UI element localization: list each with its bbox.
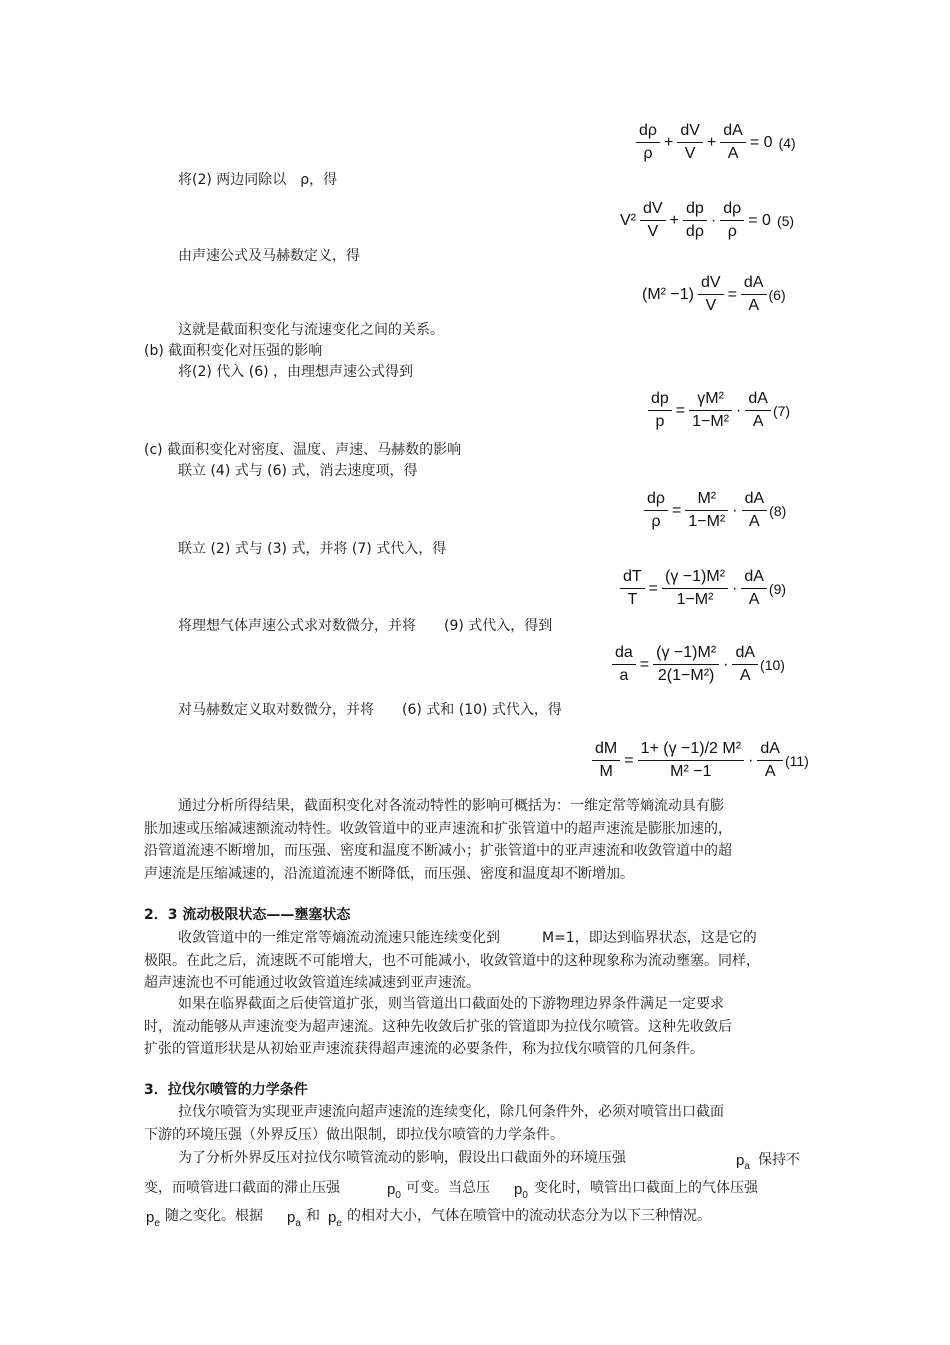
eq8-term3-num: dA (742, 488, 768, 511)
eq7-label: (7) (772, 402, 791, 419)
eq4-rhs: = 0 (749, 133, 773, 151)
paragraph-summary: 通过分析所得结果，截面积变化对各流动特性的影响可概括为：一维定常等熵流动具有膨胀加速或压缩减速额流动特性。收敛管道中的亚声速流和扩张管道中的超声速流是膨胀加速的，沿管道流速不断增加，而压强、密度和温度不断减小；扩张管道中的亚声速流和收敛管道中的超声速流是压缩减速的，沿流道流速不断降低，而压强、密度和温度却不断增加。 (144, 798, 732, 882)
equation-8: $\frac{d\rho}{\rho}$ = $\frac{\text{M²}}{\text{1−M²}}$ · $\frac{dA}{A}$ (8) (644, 488, 786, 533)
eq4-term3-den: A (727, 145, 739, 162)
text-line-6: (c) 截面积变化对密度、温度、声速、马赫数的影响 (144, 442, 462, 458)
eq6-term1-num: dV (698, 272, 724, 295)
text-line-9: 将理想气体声速公式求对数微分，并将 (9) 式代入，得到 (178, 618, 553, 634)
eq5-rhs: = 0 (748, 211, 771, 229)
eq11-term1-den: M (599, 763, 613, 780)
eq11-term1-num: dM (592, 738, 620, 761)
paragraph-backpressure-line1 (178, 1148, 626, 1169)
symbol-pe: $p_e$ (146, 1209, 160, 1229)
bp-text-c: 变，而喷管进口截面的滞止压强 (144, 1180, 340, 1196)
eq6-prefix: (M² −1) (642, 285, 694, 303)
eq11-term3-num: dA (757, 738, 783, 761)
eq4-term2-den: V (684, 145, 696, 162)
paragraph-laval-mechanics: 拉伐尔喷管为实现亚声速流向超声速流的连续变化，除几何条件外，必须对喷管出口截面下游的环境压强（外界反压）做出限制，即拉伐尔喷管的力学条件。 (144, 1104, 724, 1143)
eq11-label: (11) (784, 752, 809, 769)
paragraph-laval-geometry: 如果在临界截面之后使管道扩张，则当管道出口截面处的下游物理边界条件满足一定要求时，流动能够从声速流变为超声速流。这种先收敛后扩张的管道即为拉伐尔喷管。这种先收敛后扩张的管道形状是从初始亚声速流获得超声速流的必要条件，称为拉伐尔喷管的几何条件。 (144, 996, 732, 1057)
section-heading-3: 3．拉伐尔喷管的力学条件 (144, 1082, 308, 1098)
eq9-term1-num: dT (620, 566, 645, 589)
eq9-term1-den: T (627, 591, 638, 608)
eq6-label: (6) (768, 286, 786, 303)
eq7-term3-den: A (752, 413, 764, 430)
eq4-term3-num: dA (720, 120, 746, 143)
eq8-term2-den: 1−M² (688, 513, 726, 530)
eq8-term1-num: dρ (644, 488, 668, 511)
bp-text-e: 变化时，喷管出口截面上的气体压强 (534, 1180, 758, 1196)
eq10-term1-num: da (612, 642, 636, 665)
symbol-pe-2: $p_e$ (328, 1209, 342, 1229)
eq9-label: (9) (768, 580, 787, 597)
eq7-term2-den: 1−M² (692, 413, 730, 430)
bp-text-g: 和 (306, 1208, 320, 1224)
eq10-term2-num: (γ −1)M² (653, 642, 719, 665)
paragraph-choking: 收敛管道中的一维定常等熵流动流速只能连续变化到 M=1，即达到临界状态，这是它的极限。在此之后，流速既不可能增大，也不可能减小，收敛管道中的这种现象称为流动壅塞。同样，超声速流也不可能通过收敛管道连续减速到亚声速流。 (144, 930, 760, 991)
eq5-term2-den: dρ (685, 223, 704, 240)
text-line-10: 对马赫数定义取对数微分，并将 (6) 式和 (10) 式代入，得 (178, 702, 562, 718)
eq6-term1-den: V (705, 297, 717, 314)
equation-6: (M² −1) $\frac{dV}{V}$ = $\frac{dA}{A}$ (6) (638, 272, 786, 317)
eq11-term2-den: M² −1 (670, 763, 712, 780)
symbol-pa: $p_a$ (736, 1152, 750, 1172)
eq7-term1-num: dp (648, 388, 672, 411)
eq7-term2-num: γM² (689, 388, 732, 411)
text-line-5: 将(2) 代入 (6) ，由理想声速公式得到 (178, 364, 414, 380)
bp-text-b: 保持不 (758, 1152, 800, 1168)
eq10-label: (10) (760, 656, 785, 673)
text-line-2: 由声速公式及马赫数定义，得 (178, 248, 360, 264)
eq8-term1-den: ρ (651, 513, 661, 530)
eq4-label: (4) (778, 134, 796, 151)
eq8-term2-num: M² (685, 488, 728, 511)
text-line-1: 将(2) 两边同除以 ρ，得 (178, 172, 338, 188)
eq11-term2-num: 1+ (γ −1)/2 M² (638, 738, 744, 761)
eq6-term2-den: A (748, 297, 760, 314)
eq5-term2-num: dp (683, 198, 707, 221)
eq5-term1-den: V (647, 223, 659, 240)
eq9-term2-den: 1−M² (676, 591, 714, 608)
text-line-3: 这就是截面积变化与流速变化之间的关系。 (178, 322, 444, 338)
eq4-term1-den: ρ (643, 145, 653, 162)
symbol-p0-2: $p_0$ (514, 1181, 528, 1201)
equation-9: $\frac{dT}{T}$ = $\frac{\text{(γ −1)M²}}{\text{1−M²}}$ · $\frac{dA}{A}$ (9) (620, 566, 786, 611)
symbol-p0: $p_0$ (387, 1181, 401, 1201)
section-heading-2-3: 2．3 流动极限状态——壅塞状态 (144, 907, 351, 923)
bp-text-d: 可变。当总压 (406, 1180, 490, 1196)
eq8-label: (8) (769, 502, 787, 519)
eq11-term3-den: A (764, 763, 776, 780)
eq5-term3-den: ρ (727, 223, 737, 240)
text-line-7: 联立 (4) 式与 (6) 式，消去速度项，得 (178, 463, 418, 479)
bp-text-a: 为了分析外界反压对拉伐尔喷管流动的影响，假设出口截面外的环境压强 (178, 1150, 626, 1166)
equation-5: V² $\frac{dV}{V}$ + $\frac{dp}{d\rho}$ · $\frac{d\rho}{\rho}$ = 0 (5) (616, 198, 794, 243)
eq5-term1-num: dV (640, 198, 666, 221)
eq9-term3-num: dA (741, 566, 767, 589)
text-line-4: (b) 截面积变化对压强的影响 (144, 343, 323, 359)
eq6-term2-num: dA (741, 272, 767, 295)
eq10-term2-den: 2(1−M²) (657, 667, 715, 684)
eq8-term3-den: A (749, 513, 760, 530)
eq10-term1-den: a (619, 667, 629, 684)
eq5-prefix: V² (620, 211, 636, 229)
symbol-pa-2: $p_a$ (287, 1209, 301, 1229)
eq10-term3-den: A (739, 667, 751, 684)
eq7-term3-num: dA (745, 388, 771, 411)
equation-10: $\frac{da}{a}$ = $\frac{\text{(γ −1)M²}}{\text{2(1−M²)}}$ · $\frac{dA}{A}$ (10) (612, 642, 785, 687)
eq7-term1-den: p (655, 413, 665, 430)
eq4-term1-num: dρ (636, 120, 660, 143)
bp-text-h: 的相对大小，气体在喷管中的流动状态分为以下三种情况。 (347, 1208, 711, 1224)
eq4-term2-num: dV (677, 120, 703, 143)
eq10-term3-num: dA (732, 642, 758, 665)
eq9-term2-num: (γ −1)M² (662, 566, 728, 589)
equation-4: $\frac{d\rho}{\rho}$ + $\frac{dV}{V}$ + $\frac{dA}{A}$ = 0 (4) (636, 120, 796, 165)
eq5-term3-num: dρ (720, 198, 744, 221)
bp-text-f: 随之变化。根据 (165, 1208, 263, 1224)
eq5-label: (5) (776, 212, 795, 229)
text-line-8: 联立 (2) 式与 (3) 式，并将 (7) 式代入，得 (178, 541, 447, 557)
eq9-term3-den: A (748, 591, 760, 608)
equation-11: $\frac{dM}{M}$ = $\frac{\text{1+ (γ −1)/2 M²}}{\text{M² −1}}$ · $\frac{dA}{A}$ (11) (592, 738, 809, 783)
equation-7: $\frac{dp}{p}$ = $\frac{\text{γM²}}{\text{1−M²}}$ · $\frac{dA}{A}$ (7) (648, 388, 790, 433)
